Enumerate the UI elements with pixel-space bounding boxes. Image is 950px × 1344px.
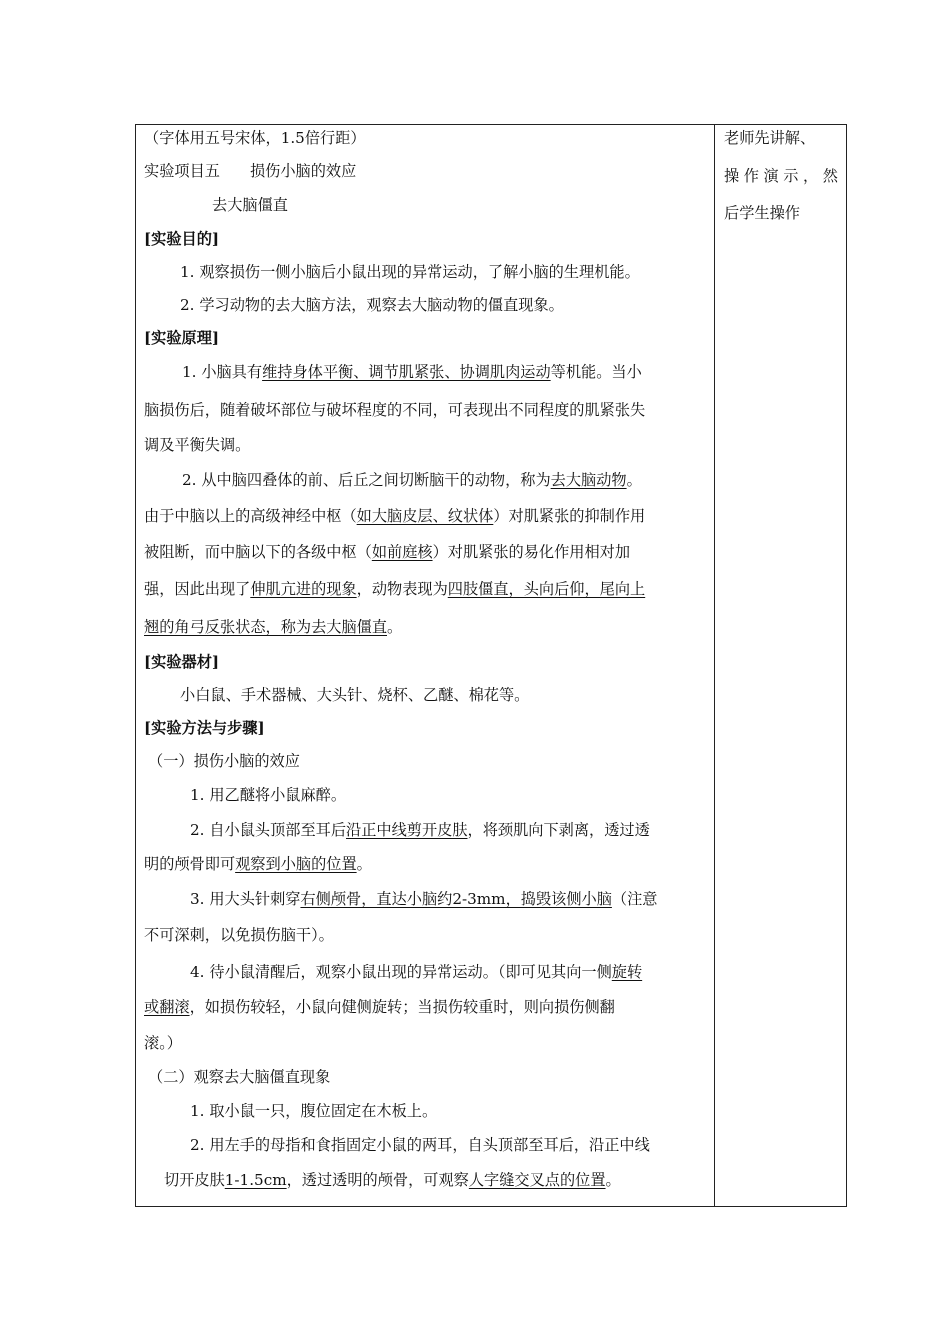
method-step-line — [144, 997, 615, 1017]
teaching-note — [724, 166, 838, 186]
project-name: 损伤小脑的效应 — [249, 162, 357, 180]
principle-p1-line — [182, 362, 642, 382]
text: 然 — [822, 167, 838, 185]
underlined-text: 或翻滚 — [144, 998, 190, 1016]
text: ）对肌紧张的易化作用相对加 — [432, 543, 630, 561]
principle-p1-line: 脑损伤后，随着破坏部位与破坏程度的不同，可表现出不同程度的肌紧张失 — [144, 401, 646, 419]
text: 。 — [626, 471, 642, 489]
project-subtitle: 去大脑僵直 — [212, 196, 288, 214]
text: 。 — [387, 618, 403, 636]
method-step: 1. 用乙醚将小鼠麻醉。 — [190, 786, 347, 804]
underlined-text: 旋转 — [611, 963, 643, 981]
method-step-line — [164, 1170, 621, 1190]
method-step: 2. 用左手的母指和食指固定小鼠的两耳，自头顶部至耳后，沿正中线 — [190, 1136, 650, 1154]
underlined-text: 如前庭核 — [371, 543, 433, 561]
principle-p2-line — [144, 579, 645, 599]
underlined-text: 维持身体平衡、调节肌紧张、协调肌肉运动 — [262, 363, 551, 381]
principle-p2-line — [182, 470, 642, 490]
text: ，将颈肌向下剥离，透过透 — [467, 821, 650, 839]
text: 等机能。当小 — [550, 363, 642, 381]
materials-text: 小白鼠、手术器械、大头针、烧杯、乙醚、棉花等。 — [180, 686, 530, 704]
method-step — [190, 820, 650, 840]
purpose-heading: [实验目的] — [144, 230, 220, 248]
underlined-text: 伸肌亢进的现象 — [250, 580, 357, 598]
underlined-text: 如大脑皮层、纹状体 — [356, 507, 494, 525]
underlined-text: 去大脑动物 — [550, 471, 627, 489]
text: 作 — [743, 167, 759, 185]
principle-p2-line — [144, 617, 402, 637]
content-table — [135, 124, 847, 1207]
text: ，透过透明的颅骨，可观察 — [286, 1171, 469, 1189]
materials-heading: [实验器材] — [144, 653, 220, 671]
underlined-text: 右侧颅骨，直达小脑约2-3mm，捣毁该侧小脑 — [300, 890, 612, 908]
method-step-line — [144, 854, 372, 874]
text: 操 — [724, 167, 740, 185]
text: 。 — [356, 855, 372, 873]
method-step — [190, 962, 642, 982]
teaching-note: 老师先讲解、 — [724, 129, 816, 147]
text: 演 — [763, 167, 779, 185]
underlined-text: 沿正中线剪开皮肤 — [346, 821, 468, 839]
text: 4. 待小鼠清醒后，观察小鼠出现的异常运动。（即可见其向一侧 — [190, 963, 612, 981]
text: 切开皮肤 — [164, 1171, 225, 1189]
text: 。 — [605, 1171, 621, 1189]
method-step: 1. 取小鼠一只，腹位固定在木板上。 — [190, 1102, 438, 1120]
project-label: 实验项目五 — [144, 162, 220, 180]
method-step-line: 滚。） — [144, 1034, 182, 1052]
methods-heading: [实验方法与步骤] — [144, 719, 265, 737]
underlined-text: 观察到小脑的位置 — [235, 855, 357, 873]
text: 强，因此出现了 — [144, 580, 251, 598]
text: ，如损伤较轻，小鼠向健侧旋转；当损伤较重时，则向损伤侧翻 — [189, 998, 615, 1016]
method-part-title: （一）损伤小脑的效应 — [148, 752, 300, 770]
teaching-note: 后学生操作 — [724, 204, 800, 222]
text: 3. 用大头针刺穿 — [190, 890, 301, 908]
format-note: （字体用五号宋体，1.5倍行距） — [144, 129, 366, 147]
column-divider — [714, 124, 715, 1207]
text: （注意 — [611, 890, 658, 908]
text: 由于中脑以上的高级神经中枢（ — [144, 507, 357, 525]
method-step-line: 不可深刺，以免损伤脑干）。 — [144, 926, 334, 944]
underlined-text: 四肢僵直，头向后仰，尾向上 — [447, 580, 646, 598]
purpose-item: 2. 学习动物的去大脑方法，观察去大脑动物的僵直现象。 — [180, 296, 564, 314]
text: ）对肌紧张的抑制作用 — [493, 507, 646, 525]
project-title — [144, 161, 356, 181]
principle-p1-line: 调及平衡失调。 — [144, 436, 251, 454]
text: ， — [803, 167, 819, 185]
text: 2. 自小鼠头顶部至耳后 — [190, 821, 347, 839]
purpose-item: 1. 观察损伤一侧小脑后小鼠出现的异常运动，了解小脑的生理机能。 — [180, 263, 640, 281]
text: 示 — [783, 167, 799, 185]
text: 被阻断，而中脑以下的各级中枢（ — [144, 543, 372, 561]
underlined-text: 1-1.5cm — [224, 1171, 287, 1189]
text: ，动物表现为 — [356, 580, 448, 598]
principle-heading: [实验原理] — [144, 329, 220, 347]
underlined-text: 翘的角弓反张状态，称为去大脑僵直 — [144, 618, 387, 636]
text: 1. 小脑具有 — [182, 363, 263, 381]
underlined-text: 人字缝交叉点的位置 — [468, 1171, 606, 1189]
text: 明的颅骨即可 — [144, 855, 236, 873]
method-step — [190, 889, 657, 909]
text: 2. 从中脑四叠体的前、后丘之间切断脑干的动物，称为 — [182, 471, 551, 489]
method-part-title: （二）观察去大脑僵直现象 — [148, 1068, 331, 1086]
principle-p2-line — [144, 506, 645, 526]
principle-p2-line — [144, 542, 630, 562]
